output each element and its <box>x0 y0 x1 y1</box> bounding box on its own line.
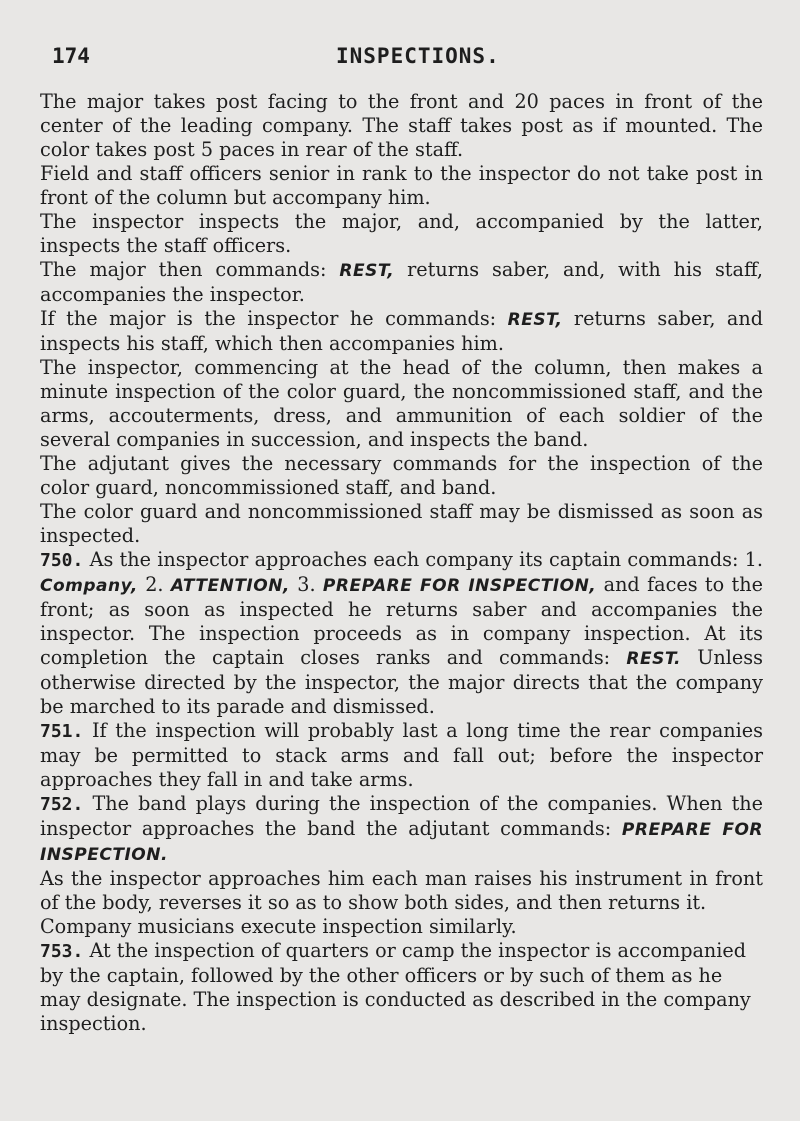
paragraph <box>40 258 763 307</box>
paragraph-text: 2. <box>137 573 171 596</box>
paragraph <box>40 500 763 548</box>
command-text: Company, <box>40 576 138 596</box>
paragraph-text: Unless otherwise directed by the inspector, the major directs that the company be marched to its parade and dismissed. <box>40 646 763 718</box>
body-text <box>40 90 763 1036</box>
paragraph-text: The inspector inspects the major, and, accompanied by the latter, inspects the staff officers. <box>40 210 763 257</box>
paragraph-text: Company musicians execute inspection similarly. <box>40 915 517 938</box>
paragraph <box>40 210 763 258</box>
paragraph-number: 751. <box>40 721 84 742</box>
command-text: ATTENTION, <box>170 576 290 596</box>
command-text: REST, <box>507 310 563 330</box>
paragraph-text: If the major is the inspector he commands: <box>40 307 508 330</box>
command-text: PREPARE FOR INSPECTION, <box>322 576 597 596</box>
running-head <box>52 44 752 74</box>
paragraph-text: and faces to the front; as soon as inspected he returns saber and accompanies the inspector. The inspection proceeds as in company inspection. At its completion the captain closes ranks and commands: <box>40 573 763 669</box>
paragraph-number: 752. <box>40 794 84 815</box>
paragraph-text: Field and staff officers senior in rank to the inspector do not take post in front of the column but accompany him. <box>40 162 763 209</box>
page-header-title: INSPECTIONS. <box>336 44 500 68</box>
paragraph-text: As the inspector approaches him each man raises his instrument in front of the body, reverses it so as to show both sides, and then returns it. <box>40 867 763 914</box>
paragraph-text: The major takes post facing to the front and 20 paces in front of the center of the leading company. The staff takes post as if mounted. The color takes post 5 paces in rear of the staff. <box>40 90 763 161</box>
paragraph <box>40 792 763 867</box>
paragraph-text: returns saber, and, with his staff, accompanies the inspector. <box>40 258 763 306</box>
paragraph <box>40 452 763 500</box>
command-text: REST, <box>339 261 395 281</box>
command-text: REST. <box>626 649 682 669</box>
paragraph <box>40 307 763 356</box>
page-number: 174 <box>52 44 90 68</box>
paragraph-text: The adjutant gives the necessary commands for the inspection of the color guard, noncommissioned staff, and band. <box>40 452 763 499</box>
paragraph <box>40 90 763 162</box>
paragraph-number: 753. <box>40 941 84 962</box>
paragraph-text: As the inspector approaches each company its captain commands: 1. <box>83 548 763 571</box>
paragraph-text: The inspector, commencing at the head of the column, then makes a minute inspection of the color guard, the noncommissioned staff, and the arms, accouterments, dress, and ammunition of each soldier of the several companies in succession, and inspects the band. <box>40 356 763 451</box>
paragraph-text: The major then commands: <box>40 258 340 281</box>
paragraph <box>40 356 763 452</box>
paragraph <box>40 915 763 939</box>
command-text: PREPARE FOR INSPECTION. <box>40 820 763 865</box>
paragraph-text: If the inspection will probably last a long time the rear companies may be permitted to stack arms and fall out; before the inspector approaches they fall in and take arms. <box>40 719 763 791</box>
paragraph <box>40 867 763 915</box>
paragraph <box>40 939 763 1036</box>
paragraph <box>40 548 763 719</box>
paragraph-text: At the inspection of quarters or camp the inspector is accompanied by the captain, followed by the other officers or by such of them as he may designate. The inspection is conducted as described in the company inspection. <box>40 939 751 1035</box>
paragraph-text: The band plays during the inspection of the companies. When the inspector approaches the band the adjutant commands: <box>40 792 763 840</box>
paragraph-text: 3. <box>289 573 323 596</box>
paragraph-text: The color guard and noncommissioned staff may be dismissed as soon as inspected. <box>40 500 763 547</box>
paragraph-number: 750. <box>40 550 84 571</box>
paragraph <box>40 162 763 210</box>
paragraph-text: returns saber, and inspects his staff, which then accompanies him. <box>40 307 764 355</box>
paragraph <box>40 719 763 792</box>
